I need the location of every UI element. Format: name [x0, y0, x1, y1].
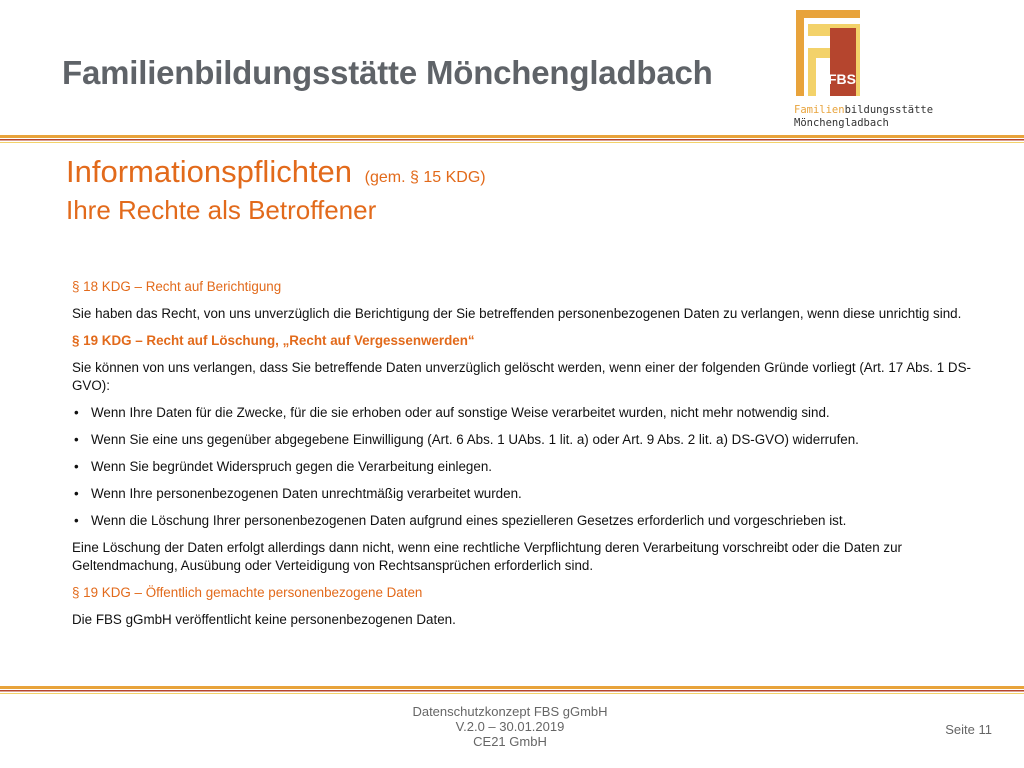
- footer-version: V.2.0 – 30.01.2019: [455, 719, 565, 734]
- footer-document-name: Datenschutzkonzept FBS gGmbH: [412, 704, 608, 719]
- list-item: • Wenn Sie begründet Widerspruch gegen die Verarbeitung einlegen.: [72, 458, 997, 476]
- logo-wordmark: Familienbildungsstätte Mönchengladbach: [794, 104, 934, 129]
- page-number: Seite 11: [945, 722, 992, 737]
- section-19b-heading: § 19 KDG – Öffentlich gemachte personenbezogene Daten: [72, 585, 423, 600]
- slide-title-note: (gem. § 15 KDG): [364, 169, 486, 186]
- slide-subtitle: Ihre Rechte als Betroffener: [66, 195, 377, 225]
- slide-title-text: Informationspflichten: [66, 154, 353, 189]
- fbs-logo-mark: [790, 6, 870, 102]
- section-18-heading: § 18 KDG – Recht auf Berichtigung: [72, 279, 282, 294]
- footer-divider: [0, 684, 1024, 696]
- organization-title: Familienbildungsstätte Mönchengladbach: [62, 54, 713, 91]
- footer-company: CE21 GmbH: [473, 734, 547, 749]
- section-19-exception: Eine Löschung der Daten erfolgt allerdings dann nicht, wenn eine rechtliche Verpflichtung deren Verarbeitung vorschreibt oder die Daten zur Geltendmachung, Ausübung oder Verteidigung von Rechtsansprüchen erforderlich sind.: [72, 540, 902, 573]
- footer-info: [380, 704, 640, 749]
- deletion-reasons-list: [72, 404, 997, 530]
- section-19-heading: § 19 KDG – Recht auf Löschung, „Recht auf Vergessenwerden“: [72, 333, 475, 348]
- slide-title: [66, 154, 486, 190]
- list-item: • Wenn Ihre Daten für die Zwecke, für die sie erhoben oder auf sonstige Weise verarbeitet wurden, nicht mehr notwendig sind.: [72, 404, 997, 422]
- svg-text:FBS: FBS: [828, 71, 856, 87]
- list-item: • Wenn die Löschung Ihrer personenbezogenen Daten aufgrund eines spezielleren Gesetzes erforderlich und vorgeschrieben ist.: [72, 512, 997, 530]
- list-item: • Wenn Sie eine uns gegenüber abgegebene Einwilligung (Art. 6 Abs. 1 UAbs. 1 lit. a) oder Art. 9 Abs. 2 lit. a) DS-GVO) widerrufen.: [72, 431, 997, 449]
- section-18-text: Sie haben das Recht, von uns unverzüglich die Berichtigung der Sie betreffenden personenbezogenen Daten zu verlangen, wenn diese unrichtig sind.: [72, 306, 962, 321]
- section-19-intro: Sie können von uns verlangen, dass Sie betreffende Daten unverzüglich gelöscht werden, wenn einer der folgenden Gründe vorliegt (Art. 17 Abs. 1 DS-GVO):: [72, 360, 971, 393]
- section-19b-text: Die FBS gGmbH veröffentlicht keine personenbezogenen Daten.: [72, 612, 456, 627]
- slide-content: [72, 278, 997, 638]
- header-divider: [0, 133, 1024, 145]
- fbs-logo: [790, 6, 950, 132]
- list-item: • Wenn Ihre personenbezogenen Daten unrechtmäßig verarbeitet wurden.: [72, 485, 997, 503]
